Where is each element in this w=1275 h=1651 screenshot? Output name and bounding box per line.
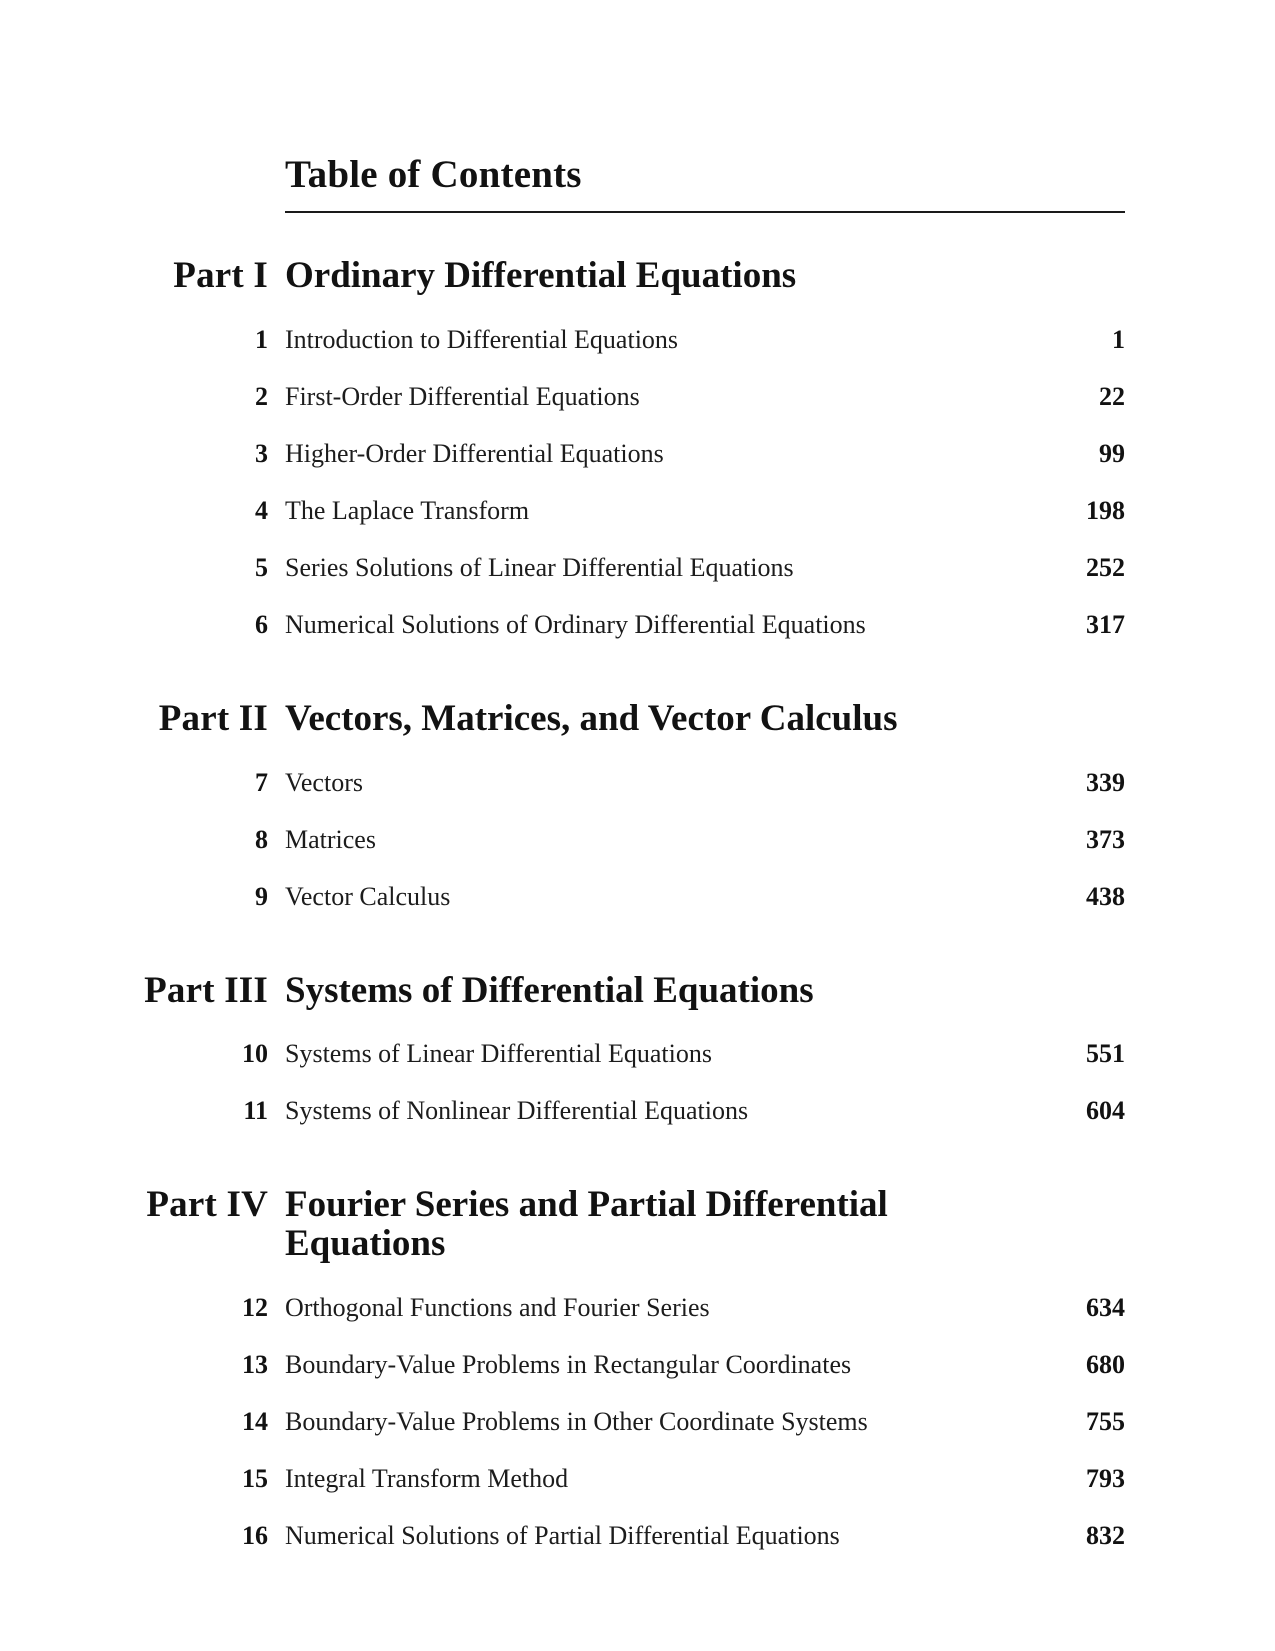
chapter-number: 7: [255, 767, 268, 797]
chapter-title: Matrices: [285, 824, 376, 854]
chapter-number: 15: [242, 1464, 268, 1494]
chapter-number: 6: [255, 609, 268, 639]
chapter-page-number: 551: [1086, 1039, 1125, 1069]
chapter-title: Vector Calculus: [285, 881, 451, 911]
chapter-page-number: 755: [1086, 1407, 1125, 1437]
chapter-number: 4: [255, 495, 268, 525]
toc-entry: [0, 1040, 1125, 1067]
part-label: Part IV: [146, 1184, 268, 1226]
part-label: Part I: [173, 254, 268, 296]
toc-part: [0, 969, 1125, 1126]
toc-entry: [0, 611, 1125, 638]
toc-entry: [0, 326, 1125, 353]
toc-entry: [0, 383, 1125, 410]
part-heading: [0, 969, 1125, 1011]
page-title: Table of Contents: [285, 153, 582, 196]
chapter-number: 1: [255, 324, 268, 354]
chapter-number: 5: [255, 552, 268, 582]
chapter-page-number: 22: [1099, 381, 1125, 411]
toc-entry: [0, 497, 1125, 524]
chapter-title: Boundary-Value Problems in Other Coordinate Systems: [285, 1407, 868, 1437]
chapter-page-number: 793: [1086, 1464, 1125, 1494]
chapter-title: Systems of Nonlinear Differential Equations: [285, 1096, 749, 1126]
toc-entry: [0, 1351, 1125, 1378]
chapter-number: 8: [255, 824, 268, 854]
chapter-page-number: 1: [1112, 324, 1125, 354]
chapter-title: Introduction to Differential Equations: [285, 324, 679, 354]
chapter-page-number: 252: [1086, 552, 1125, 582]
chapter-title: First-Order Differential Equations: [285, 381, 640, 411]
chapter-title: The Laplace Transform: [285, 495, 530, 525]
part-label: Part III: [144, 969, 268, 1011]
part-label: Part II: [158, 697, 268, 739]
chapter-page-number: 634: [1086, 1293, 1125, 1323]
part-heading: [0, 697, 1125, 739]
chapter-page-number: 317: [1086, 609, 1125, 639]
chapter-number: 11: [243, 1096, 268, 1126]
chapter-list: [0, 1294, 1125, 1549]
chapter-title: Orthogonal Functions and Fourier Series: [285, 1293, 710, 1323]
chapter-page-number: 832: [1086, 1521, 1125, 1551]
toc-entry: [0, 1465, 1125, 1492]
part-heading: [0, 254, 1125, 296]
chapter-title: Boundary-Value Problems in Rectangular Coordinates: [285, 1350, 852, 1380]
chapter-title: Vectors: [285, 767, 363, 797]
chapter-number: 3: [255, 438, 268, 468]
chapter-page-number: 99: [1099, 438, 1125, 468]
chapter-number: 12: [242, 1293, 268, 1323]
chapter-title: Numerical Solutions of Partial Differential Equations: [285, 1521, 840, 1551]
toc-entry: [0, 1408, 1125, 1435]
toc-entry: [0, 554, 1125, 581]
chapter-number: 2: [255, 381, 268, 411]
toc-part: [0, 254, 1125, 639]
chapter-page-number: 680: [1086, 1350, 1125, 1380]
chapter-number: 14: [242, 1407, 268, 1437]
chapter-page-number: 438: [1086, 881, 1125, 911]
toc-entry: [0, 769, 1125, 796]
toc-entry: [0, 883, 1125, 910]
toc-part: [0, 1186, 1125, 1549]
chapter-page-number: 339: [1086, 767, 1125, 797]
chapter-list: [0, 326, 1125, 638]
part-title: Fourier Series and Partial Differential Equations: [285, 1184, 888, 1265]
toc-entry: [0, 826, 1125, 853]
toc-entry: [0, 1522, 1125, 1549]
toc-entry: [0, 1294, 1125, 1321]
part-title: Ordinary Differential Equations: [285, 254, 797, 296]
chapter-page-number: 198: [1086, 495, 1125, 525]
toc-entry: [0, 1097, 1125, 1124]
chapter-list: [0, 769, 1125, 910]
part-title: Vectors, Matrices, and Vector Calculus: [285, 697, 898, 739]
chapter-title: Higher-Order Differential Equations: [285, 438, 664, 468]
part-heading: [0, 1186, 1125, 1264]
chapter-number: 10: [242, 1039, 268, 1069]
chapter-title: Systems of Linear Differential Equations: [285, 1039, 712, 1069]
chapter-number: 13: [242, 1350, 268, 1380]
chapter-number: 9: [255, 881, 268, 911]
toc-list: [0, 254, 1125, 1551]
chapter-title: Series Solutions of Linear Differential Equations: [285, 552, 794, 582]
chapter-page-number: 373: [1086, 824, 1125, 854]
toc-part: [0, 697, 1125, 911]
chapter-number: 16: [242, 1521, 268, 1551]
title-rule: [285, 211, 1125, 213]
chapter-list: [0, 1040, 1125, 1124]
chapter-title: Numerical Solutions of Ordinary Differential Equations: [285, 609, 866, 639]
chapter-title: Integral Transform Method: [285, 1464, 569, 1494]
chapter-page-number: 604: [1086, 1096, 1125, 1126]
toc-entry: [0, 440, 1125, 467]
title-block: [285, 153, 1125, 213]
part-title: Systems of Differential Equations: [285, 969, 814, 1011]
